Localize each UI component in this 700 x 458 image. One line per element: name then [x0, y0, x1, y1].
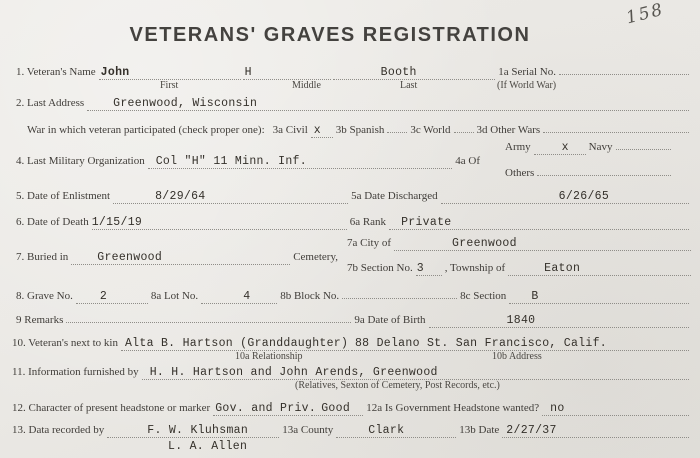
rank-label: 6a Rank [349, 216, 387, 228]
death-value: 1/15/19 [91, 216, 143, 229]
civil-war-field [311, 124, 333, 138]
next-of-kin-field [121, 337, 349, 351]
county-field [336, 424, 456, 438]
cemetery-suffix-label: Cemetery, [293, 251, 338, 263]
information-furnished-value: H. H. Hartson and John Arends, Greenwood [149, 366, 438, 379]
headstone-character-label: 12. Character of present headstone or marker [12, 402, 211, 414]
section-no-field [416, 262, 442, 276]
county-label: 13a County [282, 424, 334, 436]
line2-last-address [14, 97, 690, 111]
veteran-name-last-field [333, 66, 496, 80]
cemetery-name-value: Greenwood [97, 251, 163, 264]
line9-remarks [14, 314, 690, 328]
serial-no-field [559, 74, 689, 75]
headstone-condition-value: Good [321, 402, 351, 415]
last-sublabel: Last [400, 80, 418, 91]
discharged-field [441, 190, 689, 204]
address-sublabel: 10b Address [492, 351, 542, 362]
civil-war-value: x [313, 124, 321, 137]
veteran-name-label: 1. Veteran's Name [16, 66, 96, 78]
line7b-section-township [345, 262, 692, 276]
township-value: Eaton [544, 262, 581, 275]
line13-data-recorded [10, 424, 690, 438]
spanish-war-label: 3b Spanish [335, 124, 385, 136]
last-address-label: 2. Last Address [16, 97, 85, 109]
line3-war-participated [25, 124, 690, 138]
dob-value: 1840 [506, 314, 536, 327]
middle-sublabel: Middle [292, 80, 321, 91]
form-title: VETERANS' GRAVES REGISTRATION [129, 24, 531, 46]
city-of-label: 7a City of [347, 237, 391, 249]
line11-sublabel-row [0, 380, 700, 392]
military-org-label: 4. Last Military Organization [16, 155, 145, 167]
last-address-field [87, 97, 689, 111]
headstone-wanted-label: 12a Is Government Headstone wanted? [366, 402, 540, 414]
veteran-name-middle-field [243, 66, 331, 80]
section-field [509, 290, 689, 304]
headstone-wanted-field [542, 402, 689, 416]
recorder-value: F. W. Kluhsman [147, 424, 249, 437]
lot-no-value: 4 [243, 290, 251, 303]
enlistment-value: 8/29/64 [155, 190, 206, 203]
serial-no-label: 1a Serial No. [498, 66, 556, 78]
section-no-label: 7b Section No. [347, 262, 413, 274]
spanish-war-field [387, 132, 407, 133]
cemetery-name-field [71, 251, 290, 265]
line7a-city [345, 237, 692, 251]
township-field [508, 262, 691, 276]
recorder-field [107, 424, 279, 438]
grave-no-label: 8. Grave No. [16, 290, 73, 302]
section-label: 8c Section [460, 290, 507, 302]
enlistment-label: 5. Date of Enlistment [16, 190, 111, 202]
last-address-value: Greenwood, Wisconsin [113, 97, 258, 110]
remarks-field [66, 322, 351, 323]
of-label: 4a Of [455, 155, 480, 167]
veteran-name-first-field [99, 66, 241, 80]
death-label: 6. Date of Death [16, 216, 89, 228]
buried-in-label: 7. Buried in [16, 251, 69, 263]
headstone-marker-field [213, 402, 317, 416]
data-recorded-label: 13. Data recorded by [12, 424, 105, 436]
line1-sublabels [0, 80, 700, 92]
line4-military-organization [14, 155, 482, 169]
others-label: Others [505, 167, 535, 179]
serial-sublabel: (If World War) [497, 80, 557, 91]
city-of-field [394, 237, 691, 251]
enlistment-field [113, 190, 348, 204]
other-wars-field [543, 132, 689, 133]
headstone-wanted-value: no [550, 402, 565, 415]
recorder-second-value: L. A. Allen [168, 440, 248, 453]
block-no-label: 8b Block No. [280, 290, 340, 302]
city-of-value: Greenwood [452, 237, 517, 250]
kin-address-value: 88 Delano St. San Francisco, Calif. [354, 337, 608, 350]
veteran-name-first-value: John [100, 66, 130, 79]
veteran-name-middle-value: H [244, 66, 252, 79]
next-of-kin-label: 10. Veteran's next to kin [12, 337, 118, 349]
lot-no-field [201, 290, 277, 304]
remarks-label: 9 Remarks [16, 314, 64, 326]
line7-buried-in [14, 251, 340, 265]
handwritten-page-number: 158 [623, 0, 666, 29]
dob-field [429, 314, 689, 328]
line5-enlistment [14, 190, 690, 204]
line4a-army-navy [503, 141, 672, 155]
navy-label: Navy [588, 141, 613, 153]
record-date-label: 13b Date [459, 424, 500, 436]
line4a-others [503, 167, 672, 180]
civil-war-label: 3a Civil [272, 124, 308, 136]
veteran-name-last-value: Booth [380, 66, 417, 79]
navy-field [616, 149, 672, 150]
war-label: War in which veteran participated (check proper one): [27, 124, 265, 136]
army-field [534, 141, 586, 155]
rank-value: Private [401, 216, 452, 229]
army-value: x [561, 141, 569, 154]
information-source-sublabel: (Relatives, Sexton of Cemetery, Post Records, etc.) [295, 380, 500, 391]
first-sublabel: First [160, 80, 179, 91]
world-war-field [454, 132, 474, 133]
next-of-kin-value: Alta B. Hartson (Granddaughter) [124, 337, 349, 350]
headstone-condition-field [311, 402, 363, 416]
section-no-value: 3 [416, 262, 424, 275]
line1-veteran-name [14, 66, 690, 80]
dob-label: 9a Date of Birth [354, 314, 426, 326]
line11-information-furnished [10, 366, 690, 380]
line10-next-of-kin [10, 337, 690, 351]
record-date-value: 2/27/37 [506, 424, 557, 437]
world-war-label: 3c World [410, 124, 451, 136]
relationship-sublabel: 10a Relationship [235, 351, 303, 362]
information-furnished-field [142, 366, 689, 380]
other-wars-label: 3d Other Wars [476, 124, 541, 136]
headstone-marker-value: Gov. and Priv. [215, 402, 317, 415]
line10-sublabels [0, 351, 700, 363]
grave-no-value: 2 [99, 290, 108, 303]
discharged-value: 6/26/65 [558, 190, 610, 203]
section-value: B [531, 290, 539, 303]
record-date-field [502, 424, 689, 438]
line8-grave [14, 290, 690, 304]
block-no-field [342, 298, 457, 299]
grave-no-field [76, 290, 148, 304]
county-value: Clark [368, 424, 405, 437]
lot-no-label: 8a Lot No. [150, 290, 199, 302]
discharged-label: 5a Date Discharged [351, 190, 438, 202]
death-field [92, 216, 347, 230]
others-field [537, 175, 671, 176]
information-furnished-label: 11. Information furnished by [12, 366, 139, 378]
military-org-field [148, 155, 453, 169]
township-label: , Township of [444, 262, 506, 274]
line12-headstone [10, 402, 690, 416]
rank-field [389, 216, 689, 230]
army-label: Army [505, 141, 531, 153]
line6-death [14, 216, 690, 230]
kin-address-field [351, 337, 689, 351]
military-org-value: Col "H" 11 Minn. Inf. [155, 155, 307, 168]
